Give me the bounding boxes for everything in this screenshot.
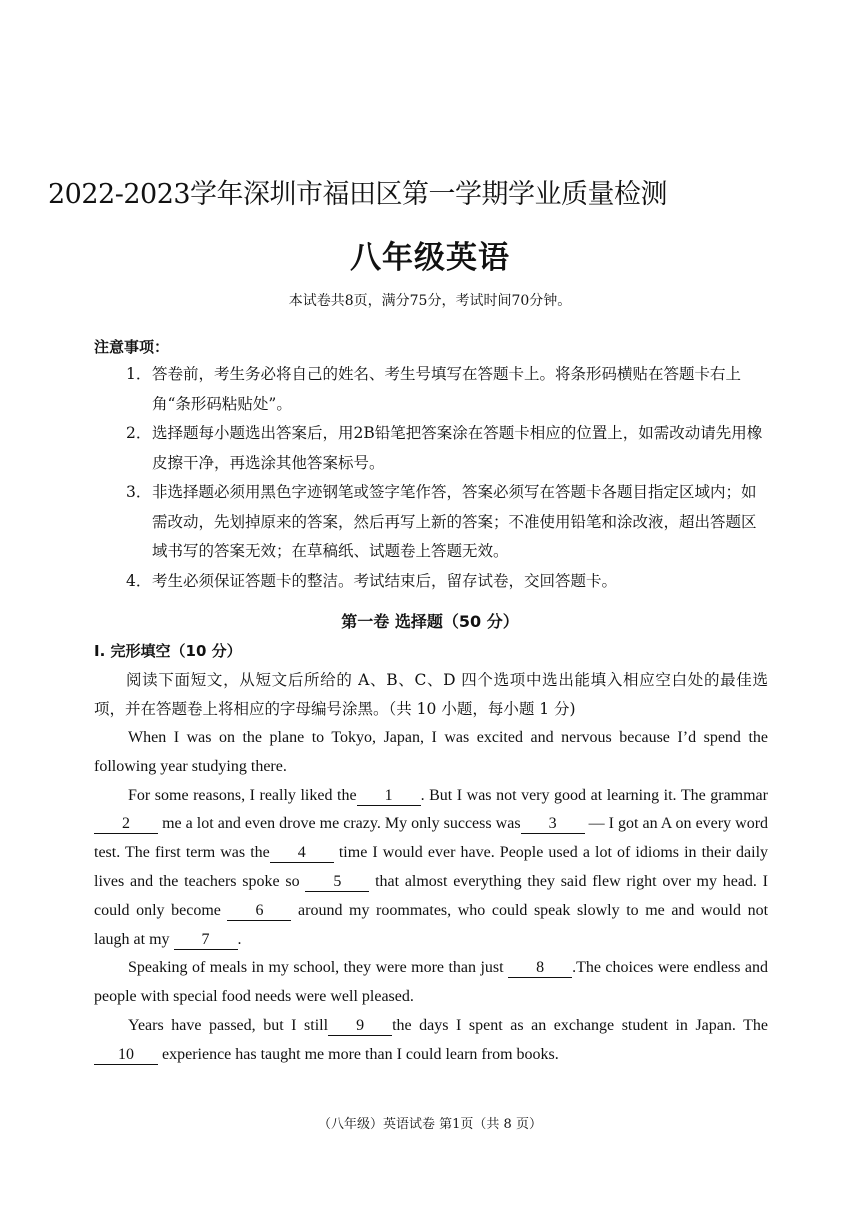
- answer-blank: 3: [521, 815, 585, 834]
- answer-blank: 7: [174, 931, 238, 950]
- passage-paragraph: [94, 782, 768, 955]
- passage-text: experience has taught me more than I could learn from books.: [162, 1045, 559, 1063]
- notice-number: 3．: [126, 483, 152, 501]
- passage-text: time I would ever have. People used a lot of idioms in their daily lives and the teachers spoke so: [94, 844, 769, 890]
- page-footer: （八年级）英语试卷 第1页（共 8 页）: [318, 1117, 542, 1132]
- notice-number: 1．: [126, 365, 152, 383]
- answer-blank: 2: [94, 815, 158, 834]
- passage-paragraph: [94, 954, 768, 1012]
- passage-text: For some reasons, I really liked the: [128, 786, 357, 804]
- passage-text: .The choices were endless and people with special food needs were well pleased.: [94, 959, 769, 1006]
- answer-blank: 9: [328, 1017, 392, 1036]
- notice-number: 2．: [126, 424, 152, 442]
- notice-item: [126, 478, 771, 567]
- notice-list: [126, 360, 771, 596]
- notice-number: 4．: [126, 571, 152, 590]
- answer-blank: 6: [227, 902, 291, 921]
- cloze-instructions: 阅读下面短文，从短文后所给的 A、B、C、D 四个选项中选出能填入相应空白处的最佳选项，并在答题卷上将相应的字母编号涂黑。（共 10 小题，每小题 1 分): [94, 671, 768, 718]
- cloze-passage: [94, 724, 768, 1070]
- passage-text: .: [237, 930, 242, 948]
- answer-blank: 5: [305, 873, 369, 892]
- passage-text: Speaking of meals in my school, they were more than just: [128, 959, 504, 977]
- notice-item: [126, 567, 771, 597]
- passage-paragraph: When I was on the plane to Tokyo, Japan, I was excited and nervous because I’d spend the following year studying there.: [94, 729, 768, 775]
- passage-text: me a lot and even drove me crazy. My only success was: [162, 815, 521, 833]
- section-title: 第一卷 选择题（50 分）: [341, 612, 519, 631]
- passage-text: . But I was not very good at learning it. The grammar: [420, 786, 768, 804]
- passage-text: Years have passed, but I still: [128, 1016, 329, 1034]
- notice-text: 考生必须保证答题卡的整洁。考试结束后，留存试卷，交回答题卡。: [152, 571, 618, 590]
- answer-blank: 1: [357, 787, 421, 806]
- exam-title: 2022-2023学年深圳市福田区第一学期学业质量检测: [48, 179, 668, 210]
- passage-text: that almost everything they said flew right over my head. I could only become: [94, 872, 769, 919]
- passage-text: the days I spent as an exchange student in Japan. The: [392, 1016, 768, 1034]
- exam-info: 本试卷共8页，满分75分，考试时间70分钟。: [288, 293, 572, 309]
- notice-text: 选择题每小题选出答案后，用2B铅笔把答案涂在答题卡相应的位置上，如需改动请先用橡皮擦干净，再选涂其他答案标号。: [152, 424, 763, 472]
- passage-text: — I got an A on every word test. The first term was the: [94, 815, 769, 862]
- subject-title: 八年级英语: [350, 240, 510, 276]
- notice-item: [126, 419, 771, 478]
- answer-blank: 4: [270, 844, 334, 863]
- answer-blank: 8: [508, 959, 572, 978]
- passage-text: around my roommates, who could speak slowly to me and would not laugh at my: [94, 901, 769, 948]
- part-title: I. 完形填空（10 分）: [94, 642, 242, 660]
- notice-text: 答卷前，考生务必将自己的姓名、考生号填写在答题卡上。将条形码横贴在答题卡右上角“条形码粘贴处”。: [152, 365, 742, 413]
- notice-heading: 注意事项：: [94, 338, 170, 356]
- notice-text: 非选择题必须用黑色字迹钢笔或签字笔作答，答案必须写在答题卡各题目指定区域内；如需改动，先划掉原来的答案，然后再写上新的答案；不准使用铅笔和涂改液，超出答题区域书写的答案无效；在草稿纸、试题卷上答题无效。: [152, 483, 757, 560]
- passage-paragraph: [94, 1012, 768, 1070]
- answer-blank: 10: [94, 1046, 158, 1065]
- notice-item: [126, 360, 771, 419]
